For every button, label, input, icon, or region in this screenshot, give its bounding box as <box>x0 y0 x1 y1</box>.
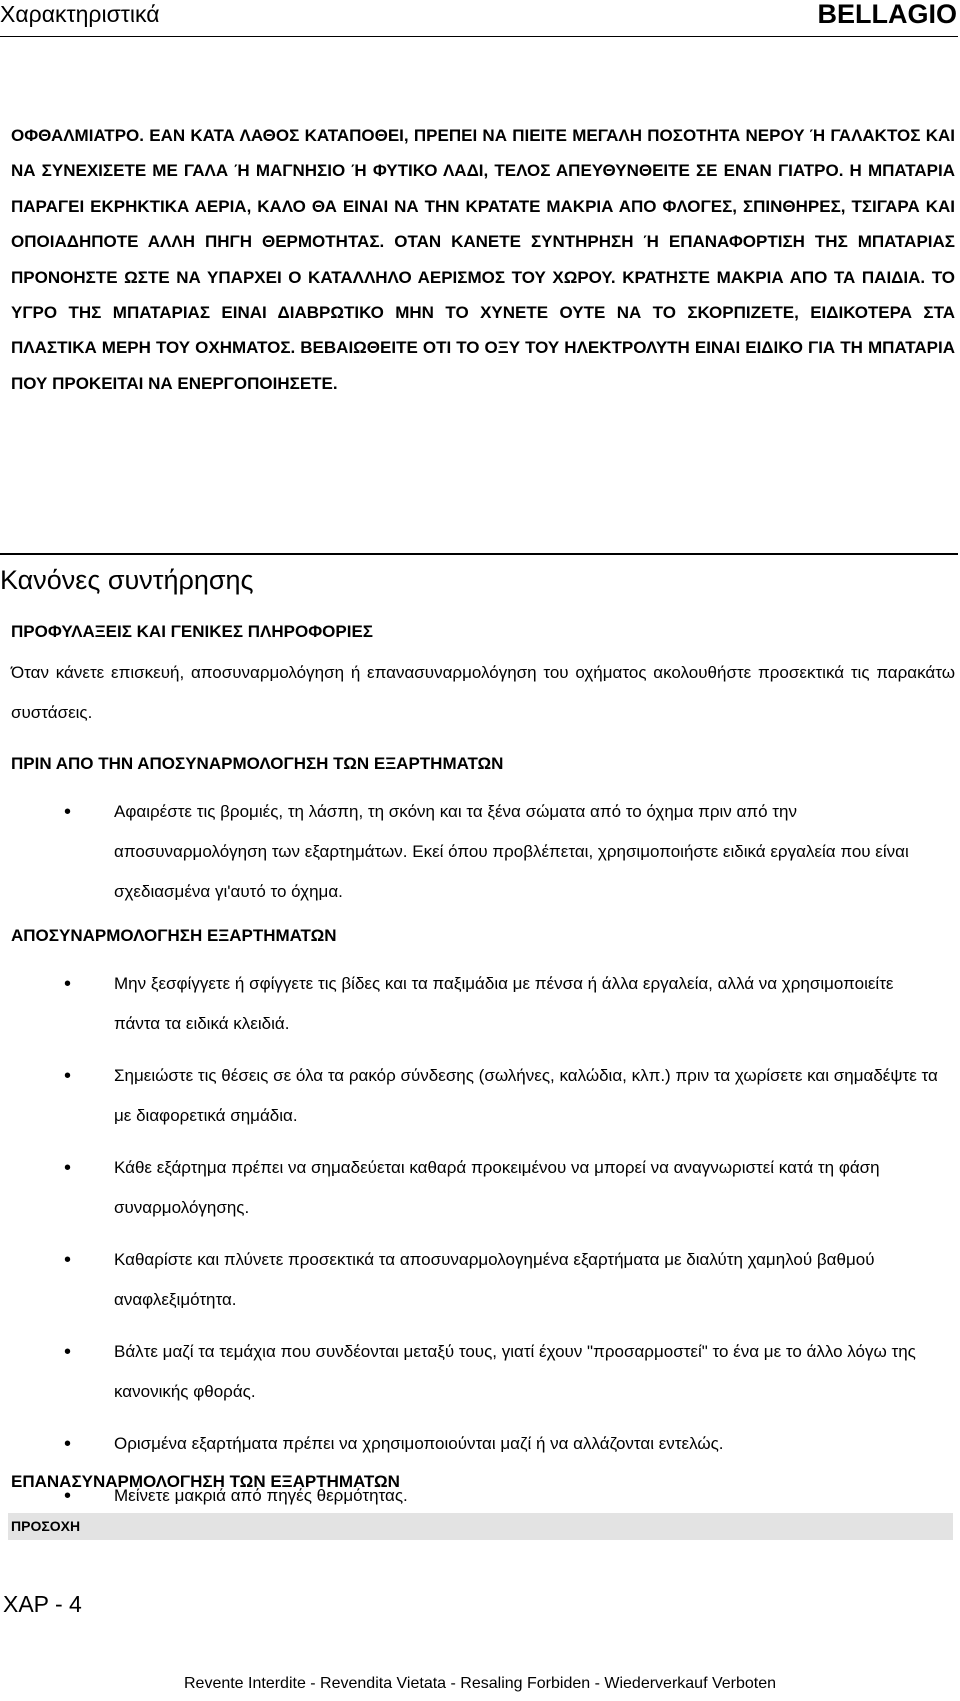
reassembly-heading: ΕΠΑΝΑΣΥΝΑΡΜΟΛΟΓΗΣΗ ΤΩΝ ΕΞΑΡΤΗΜΑΤΩΝ <box>11 1472 400 1491</box>
list-item: • Κάθε εξάρτημα πρέπει να σημαδεύεται καθαρά προκειμένου να μπορεί να αναγνωριστεί κατά τη φάση συναρμολόγησης. <box>0 1148 960 1228</box>
list-item: • Μην ξεσφίγγετε ή σφίγγετε τις βίδες και τα παξιμάδια με πένσα ή άλλα εργαλεία, αλλά να χρησιμοποιείτε πάντα τα ειδικά κλειδιά. <box>0 964 960 1044</box>
section-name: Χαρακτηριστικά <box>0 1 160 27</box>
section-title: Κανόνες συντήρησης <box>0 565 254 595</box>
section-divider <box>0 553 958 555</box>
footer-notice: Revente Interdite - Revendita Vietata - Resaling Forbiden - Wiederverkauf Verboten <box>183 1675 777 1692</box>
page-number: XAP - 4 <box>3 1591 82 1617</box>
disassembly-heading: ΑΠΟΣΥΝΑΡΜΟΛΟΓΗΣΗ ΕΞΑΡΤΗΜΑΤΩΝ <box>11 926 337 945</box>
list-item: • Αφαιρέστε τις βρομιές, τη λάσπη, τη σκόνη και τα ξένα σώματα από το όχημα πριν από την αποσυναρμολόγηση των εξαρτημάτων. Εκεί όπου προβλέπεται, χρησιμοποιήστε ειδικά εργαλεία που είναι σχεδιασμένα γι'αυτό το όχημα. <box>0 792 960 912</box>
general-heading: ΠΡΟΦΥΛΑΞΕΙΣ ΚΑΙ ΓΕΝΙΚΕΣ ΠΛΗΡΟΦΟΡΙΕΣ <box>11 622 373 641</box>
list-item: • Καθαρίστε και πλύνετε προσεκτικά τα αποσυναρμολογημένα εξαρτήματα με διαλύτη χαμηλού βαθμού αναφλεξιμότητα. <box>0 1240 960 1320</box>
page-header <box>0 0 960 40</box>
header-divider <box>0 36 958 37</box>
before-heading: ΠΡΙΝ ΑΠΟ ΤΗΝ ΑΠΟΣΥΝΑΡΜΟΛΟΓΗΣΗ ΤΩΝ ΕΞΑΡΤΗΜΑΤΩΝ <box>11 754 504 773</box>
model-name: BELLAGIO <box>817 0 957 29</box>
list-item: • Ορισμένα εξαρτήματα πρέπει να χρησιμοποιούνται μαζί ή να αλλάζονται εντελώς. <box>0 1424 960 1464</box>
caution-label: ΠΡΟΣΟΧΗ <box>11 1518 81 1534</box>
list-item: • Βάλτε μαζί τα τεμάχια που συνδέονται μεταξύ τους, γιατί έχουν "προσαρμοστεί" το ένα με το άλλο λόγω της κανονικής φθοράς. <box>0 1332 960 1412</box>
general-text: Όταν κάνετε επισκευή, αποσυναρμολόγηση ή επανασυναρμολόγηση του οχήματος ακολουθήστε προσεκτικά τις παρακάτω συστάσεις. <box>11 663 955 722</box>
list-item: • Μείνετε μακριά από πηγές θερμότητας. <box>0 1476 960 1516</box>
list-item: • Σημειώστε τις θέσεις σε όλα τα ρακόρ σύνδεσης (σωλήνες, καλώδια, κλπ.) πριν τα χωρίσετε και σημαδέψτε τα με διαφορετικά σημάδια. <box>0 1056 960 1136</box>
battery-warning-text: ΟΦΘΑΛΜΙΑΤΡΟ. ΕΑΝ ΚΑΤΑ ΛΑΘΟΣ ΚΑΤΑΠΟΘΕΙ, ΠΡΕΠΕΙ ΝΑ ΠΙΕΙΤΕ ΜΕΓΑΛΗ ΠΟΣΟΤΗΤΑ ΝΕΡΟΥ Ή ΓΑΛΑΚΤΟΣ ΚΑΙ ΝΑ ΣΥΝΕΧΙΣΕΤΕ ΜΕ ΓΑΛΑ Ή ΜΑΓΝΗΣΙΟ Ή ΦΥΤΙΚΟ ΛΑΔΙ, ΤΕΛΟΣ ΑΠΕΥΘΥΝΘΕΙΤΕ ΣΕ ΕΝΑΝ ΓΙΑΤΡΟ. Η ΜΠΑΤΑΡΙΑ ΠΑΡΑΓΕΙ ΕΚΡΗΚΤΙΚΑ ΑΕΡΙΑ, ΚΑΛΟ ΘΑ ΕΙΝΑΙ ΝΑ ΤΗΝ ΚΡΑΤΑΤΕ ΜΑΚΡΙΑ ΑΠΟ ΦΛΟΓΕΣ, ΣΠΙΝΘΗΡΕΣ, ΤΣΙΓΑΡΑ ΚΑΙ ΟΠΟΙΑΔΗΠΟΤΕ ΑΛΛΗ ΠΗΓΗ ΘΕΡΜΟΤΗΤΑΣ. ΟΤΑΝ ΚΑΝΕΤΕ ΣΥΝΤΗΡΗΣΗ Ή ΕΠΑΝΑΦΟΡΤΙΣΗ ΤΗΣ ΜΠΑΤΑΡΙΑΣ ΠΡΟΝΟΗΣΤΕ ΩΣΤΕ ΝΑ ΥΠΑΡΧΕΙ Ο ΚΑΤΑΛΛΗΛΟ ΑΕΡΙΣΜΟΣ ΤΟΥ ΧΩΡΟΥ. ΚΡΑΤΗΣΤΕ ΜΑΚΡΙΑ ΑΠΟ ΤΑ ΠΑΙΔΙΑ. ΤΟ ΥΓΡΟ ΤΗΣ ΜΠΑΤΑΡΙΑΣ ΕΙΝΑΙ ΔΙΑΒΡΩΤΙΚΟ ΜΗΝ ΤΟ ΧΥΝΕΤΕ ΟΥΤΕ ΝΑ ΤΟ ΣΚΟΡΠΙΖΕΤΕ, ΕΙΔΙΚΟΤΕΡΑ ΣΤΑ ΠΛΑΣΤΙΚΑ ΜΕΡΗ ΤΟΥ ΟΧΗΜΑΤΟΣ. ΒΕΒΑΙΩΘΕΙΤΕ ΟΤΙ ΤΟ ΟΞΥ ΤΟΥ ΗΛΕΚΤΡΟΛΥΤΗ ΕΙΝΑΙ ΕΙΔΙΚΟ ΓΙΑ ΤΗ ΜΠΑΤΑΡΙΑ ΠΟΥ ΠΡΟΚΕΙΤΑΙ ΝΑ ΕΝΕΡΓΟΠΟΙΗΣΕΤΕ. <box>11 126 955 393</box>
caution-bar <box>8 1513 953 1540</box>
disassembly-list <box>0 964 960 1528</box>
before-list <box>0 792 960 924</box>
